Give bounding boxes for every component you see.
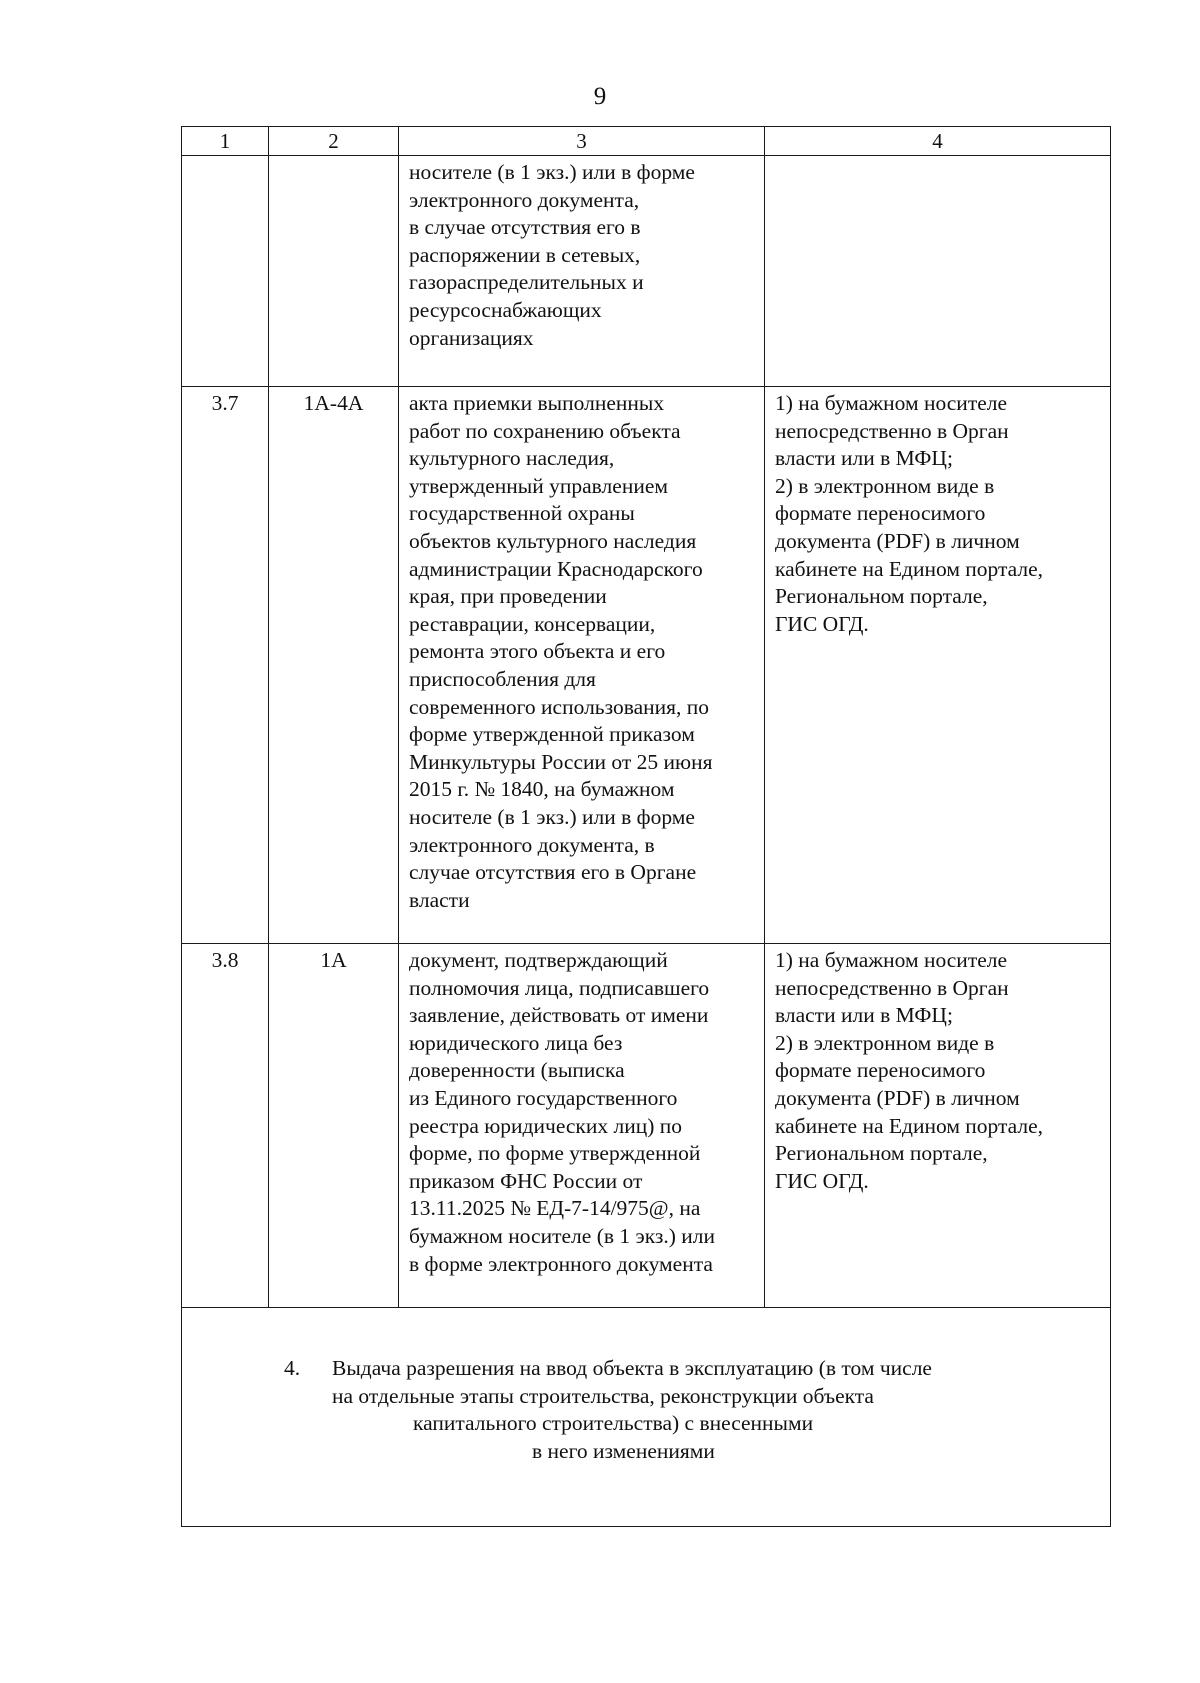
- document-description-cell: [399, 387, 765, 944]
- section-title-line: на отдельные этапы строительства, реконструкции объекта: [332, 1383, 874, 1408]
- page-number: 9: [593, 83, 607, 110]
- text-line: реестра юридических лиц) по: [409, 1113, 683, 1138]
- row-number-cell-empty: [182, 156, 269, 387]
- text-line: носителе (в 1 экз.) или в форме: [409, 160, 695, 184]
- text-line: форме утвержденной приказом: [409, 722, 695, 747]
- text-line: 2015 г. № 1840, на бумажном: [409, 777, 675, 802]
- text-line: культурного наследия,: [409, 446, 615, 471]
- text-line: края, при проведении: [409, 584, 607, 609]
- text-line: кабинете на Едином портале,: [775, 556, 1044, 581]
- column-header-3: 3: [399, 127, 765, 156]
- text-line: ремонта этого объекта и его: [409, 639, 666, 664]
- text-line: государственной охраны: [409, 501, 635, 526]
- text-line: из Единого государственного: [409, 1085, 678, 1110]
- row-code-cell: 1А-4А: [269, 387, 399, 944]
- text-line: Региональном портале,: [775, 584, 988, 609]
- text-line: газораспределительных и: [409, 270, 644, 295]
- text-line: юридического лица без: [409, 1030, 623, 1055]
- text-line: ГИС ОГД.: [775, 1168, 869, 1193]
- submission-method-cell: [765, 387, 1111, 944]
- text-line: реставрации, консервации,: [409, 611, 656, 636]
- text-line: заявление, действовать от имени: [409, 1003, 709, 1028]
- text-line: электронного документа,: [409, 187, 640, 212]
- column-header-1: 1: [182, 127, 269, 156]
- text-line: непосредственно в Орган: [775, 975, 1009, 1000]
- submission-method-cell-empty: [765, 156, 1111, 387]
- column-header-2: 2: [269, 127, 399, 156]
- text-line: власти или в МФЦ;: [775, 1003, 953, 1028]
- column-header-4: 4: [765, 127, 1111, 156]
- text-line: приказом ФНС России от: [409, 1168, 643, 1193]
- text-line: организациях: [409, 325, 534, 350]
- section-title-line: в него изменениями: [532, 1438, 715, 1463]
- row-number-cell: 3.8: [182, 944, 269, 1308]
- text-line: электронного документа, в: [409, 832, 655, 857]
- row-code-cell: 1А: [269, 944, 399, 1308]
- row-number-cell: 3.7: [182, 387, 269, 944]
- text-line: ресурсоснабжающих: [409, 297, 602, 322]
- text-line: 13.11.2025 № ЕД-7-14/975@, на: [409, 1196, 701, 1221]
- section-heading: [182, 1308, 1110, 1526]
- text-line: форме, по форме утвержденной: [409, 1141, 701, 1166]
- text-line: формате переносимого: [775, 1058, 986, 1083]
- table-header-row: [182, 127, 1111, 156]
- text-line: объектов культурного наследия: [409, 528, 697, 553]
- text-line: 1) на бумажном носителе: [775, 391, 1008, 415]
- text-line: приспособления для: [409, 666, 596, 691]
- text-line: бумажном носителе (в 1 экз.) или: [409, 1223, 716, 1248]
- text-line: носителе (в 1 экз.) или в форме: [409, 804, 695, 829]
- document-description-cell: [399, 156, 765, 387]
- document-description-cell: [399, 944, 765, 1308]
- submission-method-cell: [765, 944, 1111, 1308]
- text-line: документа (PDF) в личном: [775, 528, 1020, 553]
- text-line: полномочия лица, подписавшего: [409, 975, 710, 1000]
- table-row-continuation: [182, 156, 1111, 387]
- text-line: Региональном портале,: [775, 1141, 988, 1166]
- text-line: современного использования, по: [409, 694, 710, 719]
- text-line: Минкультуры России от 25 июня: [409, 749, 713, 774]
- section-title: [332, 1355, 1062, 1465]
- text-line: администрации Краснодарского: [409, 556, 703, 581]
- table-row-3-8: [182, 944, 1111, 1308]
- text-line: документ, подтверждающий: [409, 948, 668, 972]
- text-line: случае отсутствия его в Органе: [409, 860, 697, 885]
- text-line: в форме электронного документа: [409, 1251, 713, 1276]
- section-heading-cell: [182, 1308, 1111, 1527]
- text-line: 2) в электронном виде в: [775, 473, 995, 498]
- text-line: работ по сохранению объекта: [409, 418, 681, 443]
- text-line: власти или в МФЦ;: [775, 446, 953, 471]
- text-line: непосредственно в Орган: [775, 418, 1009, 443]
- documents-table: [181, 126, 1111, 1527]
- section-number: 4.: [284, 1356, 301, 1380]
- table-row-3-7: [182, 387, 1111, 944]
- text-line: распоряжении в сетевых,: [409, 242, 641, 267]
- text-line: власти: [409, 887, 470, 912]
- section-title-line: капитального строительства) с внесенными: [413, 1411, 814, 1436]
- text-line: кабинете на Едином портале,: [775, 1113, 1044, 1138]
- text-line: доверенности (выписка: [409, 1058, 625, 1083]
- text-line: акта приемки выполненных: [409, 391, 665, 415]
- text-line: 1) на бумажном носителе: [775, 948, 1008, 972]
- section-title-line: Выдача разрешения на ввод объекта в эксплуатацию (в том числе: [332, 1356, 932, 1380]
- row-code-cell-empty: [269, 156, 399, 387]
- section-heading-row: [182, 1308, 1111, 1527]
- text-line: ГИС ОГД.: [775, 611, 869, 636]
- text-line: утвержденный управлением: [409, 473, 668, 498]
- text-line: формате переносимого: [775, 501, 986, 526]
- text-line: документа (PDF) в личном: [775, 1085, 1020, 1110]
- text-line: в случае отсутствия его в: [409, 215, 641, 240]
- text-line: 2) в электронном виде в: [775, 1030, 995, 1055]
